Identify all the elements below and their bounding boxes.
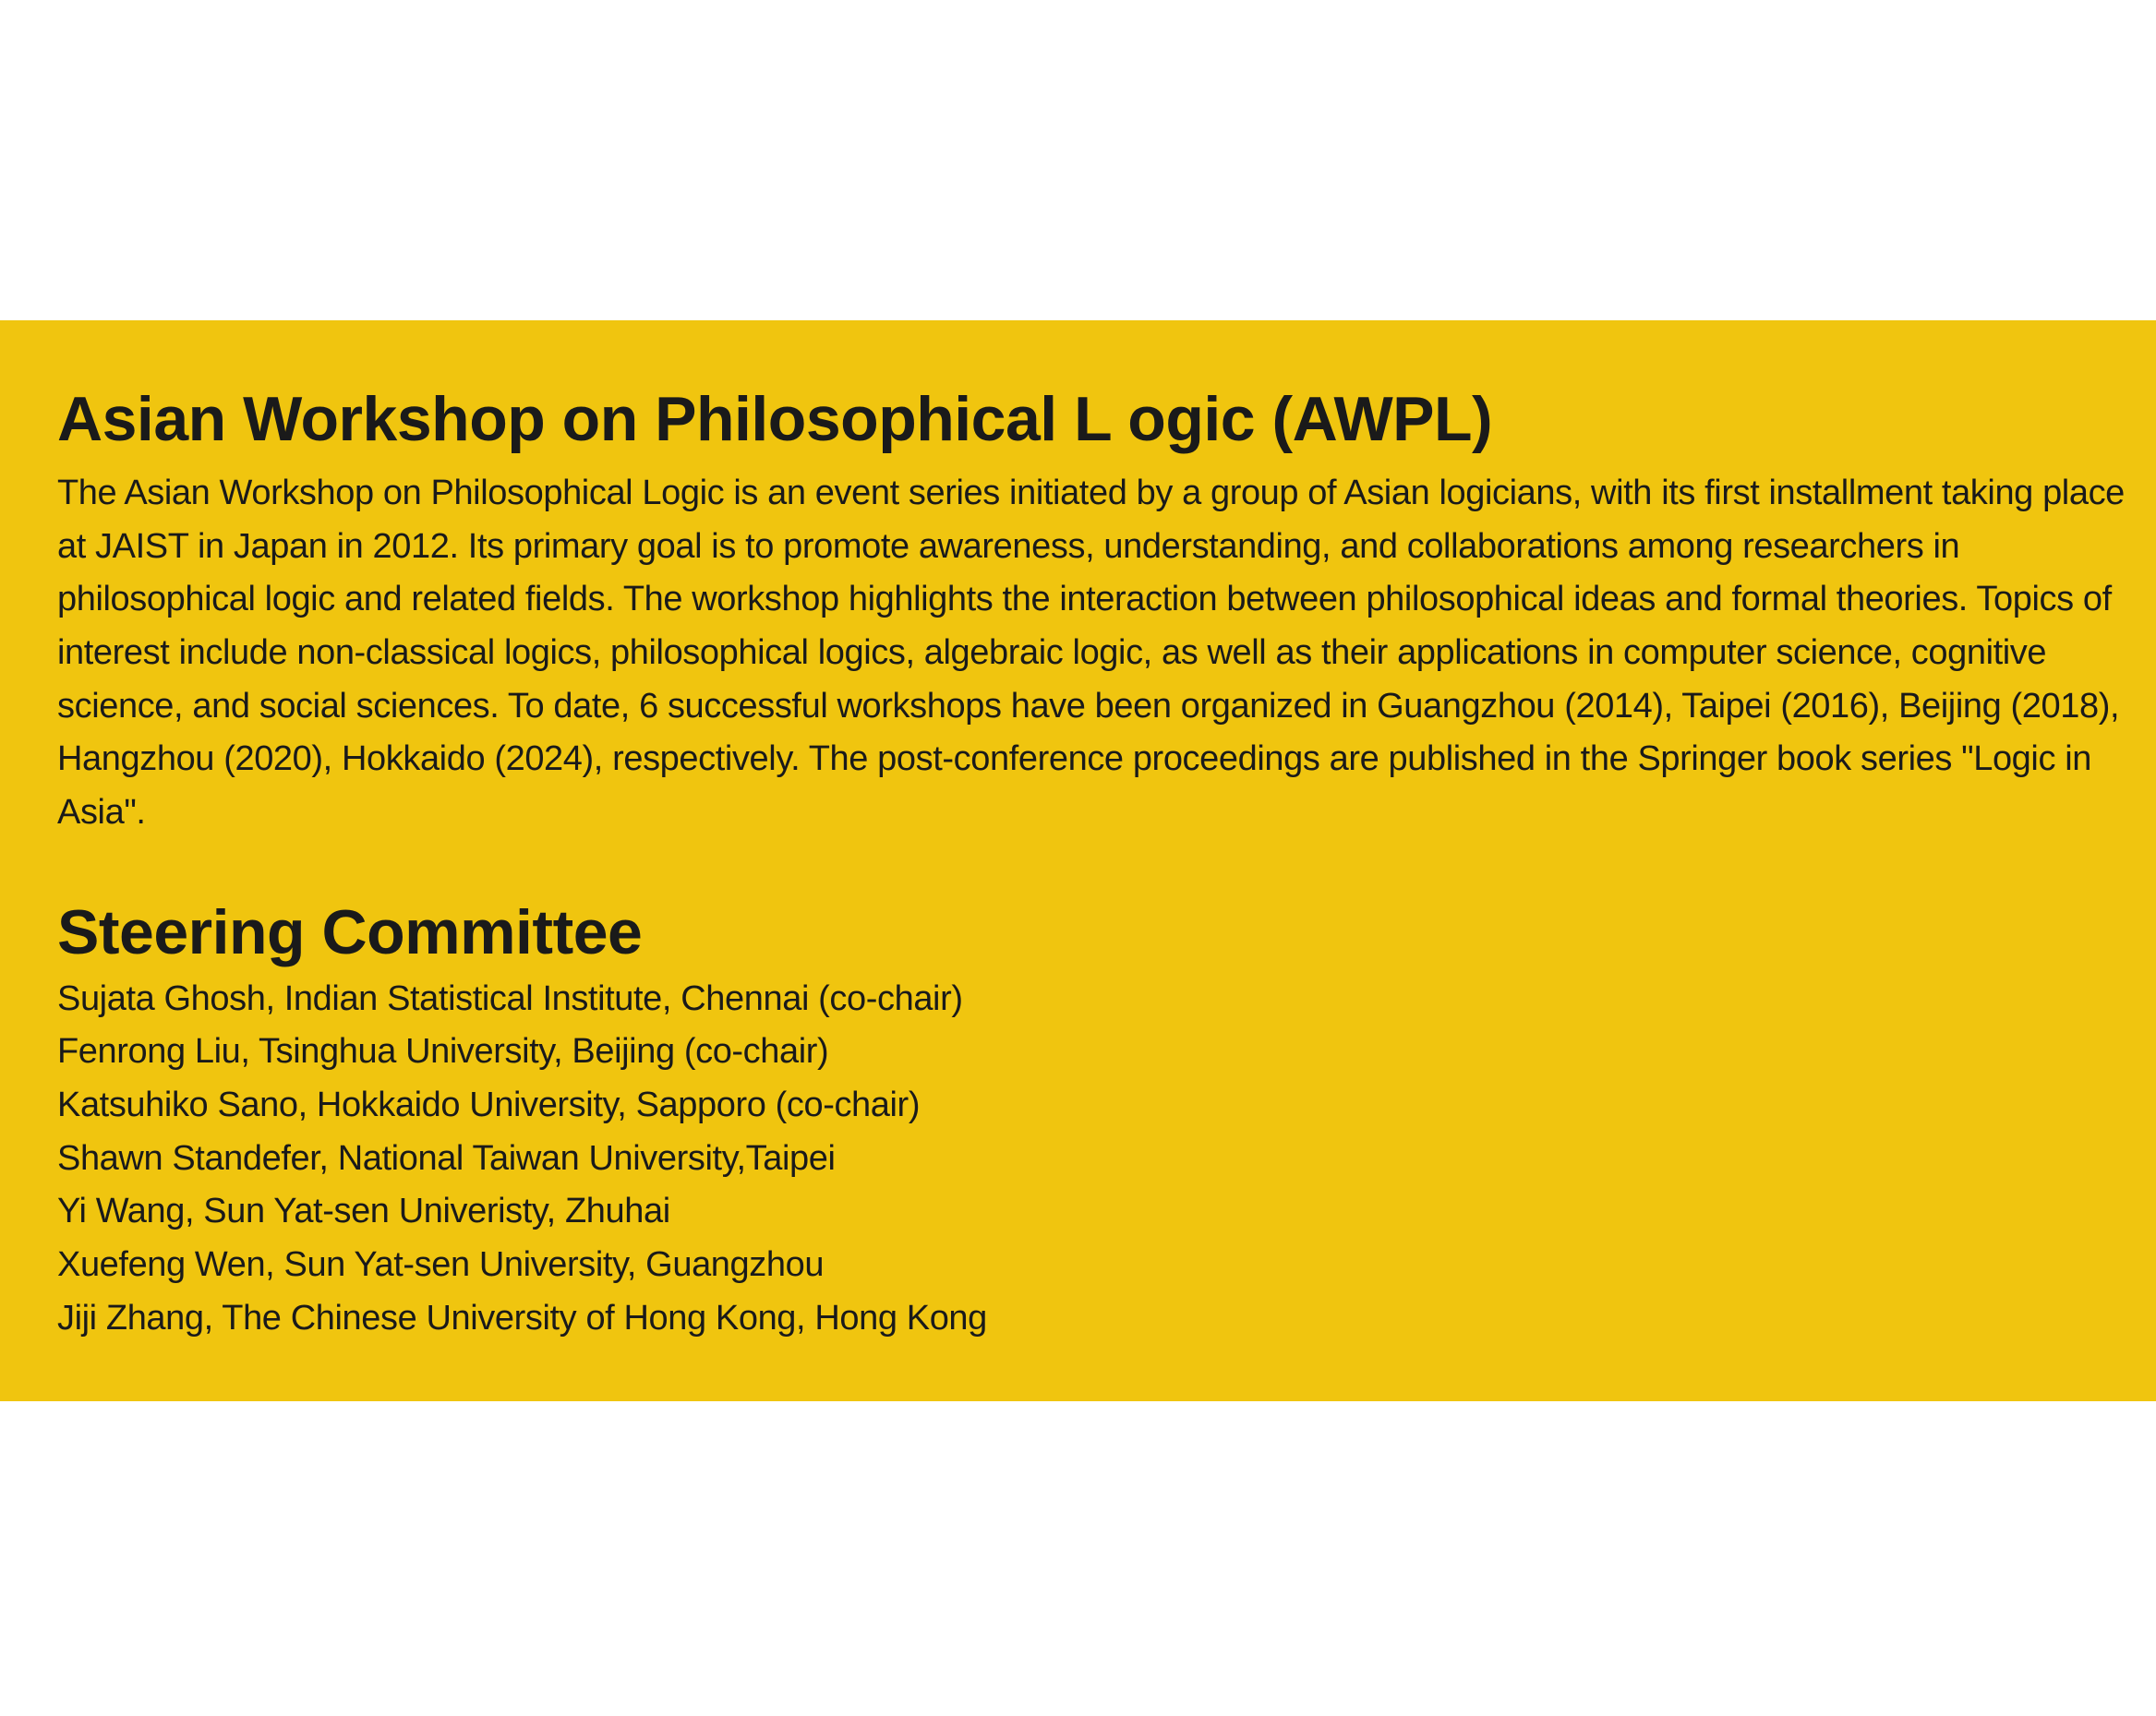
list-item: Fenrong Liu, Tsinghua University, Beijing (co-chair) [57, 1032, 829, 1072]
list-item: Sujata Ghosh, Indian Statistical Institute, Chennai (co-chair) [57, 978, 963, 1018]
list-item: Shawn Standefer, National Taiwan University,Taipei [57, 1138, 836, 1178]
awpl-section [0, 320, 2156, 1401]
intro-paragraph: The Asian Workshop on Philosophical Logic is an event series initiated by a group of Asian logicians, with its first installment taking place at JAIST in Japan in 2012. Its primary goal is to promote awareness, understanding, and collaborations among researchers in philosophical logic and related fields. The workshop highlights the interaction between philosophical ideas and formal theories. Topics of interest include non-classical logics, philosophical logics, algebraic logic, as well as their applications in computer science, cognitive science, and social sciences. To date, 6 successful workshops have been organized in Guangzhou (2014), Taipei (2016), Beijing (2018), Hangzhou (2020), Hokkaido (2024), respectively. The post-conference proceedings are published in the Springer book series "Logic in Asia". [57, 473, 2125, 833]
committee-list [57, 973, 2099, 1346]
list-item: Yi Wang, Sun Yat-sen Univeristy, Zhuhai [57, 1192, 670, 1231]
list-item: Jiji Zhang, The Chinese University of Hong Kong, Hong Kong [57, 1298, 987, 1338]
list-item: Katsuhiko Sano, Hokkaido University, Sapporo (co-chair) [57, 1085, 921, 1124]
steering-committee-heading: Steering Committee [57, 896, 643, 967]
page-title: Asian Workshop on Philosophical L ogic (AWPL) [57, 384, 1493, 454]
list-item: Xuefeng Wen, Sun Yat-sen University, Guangzhou [57, 1245, 825, 1285]
